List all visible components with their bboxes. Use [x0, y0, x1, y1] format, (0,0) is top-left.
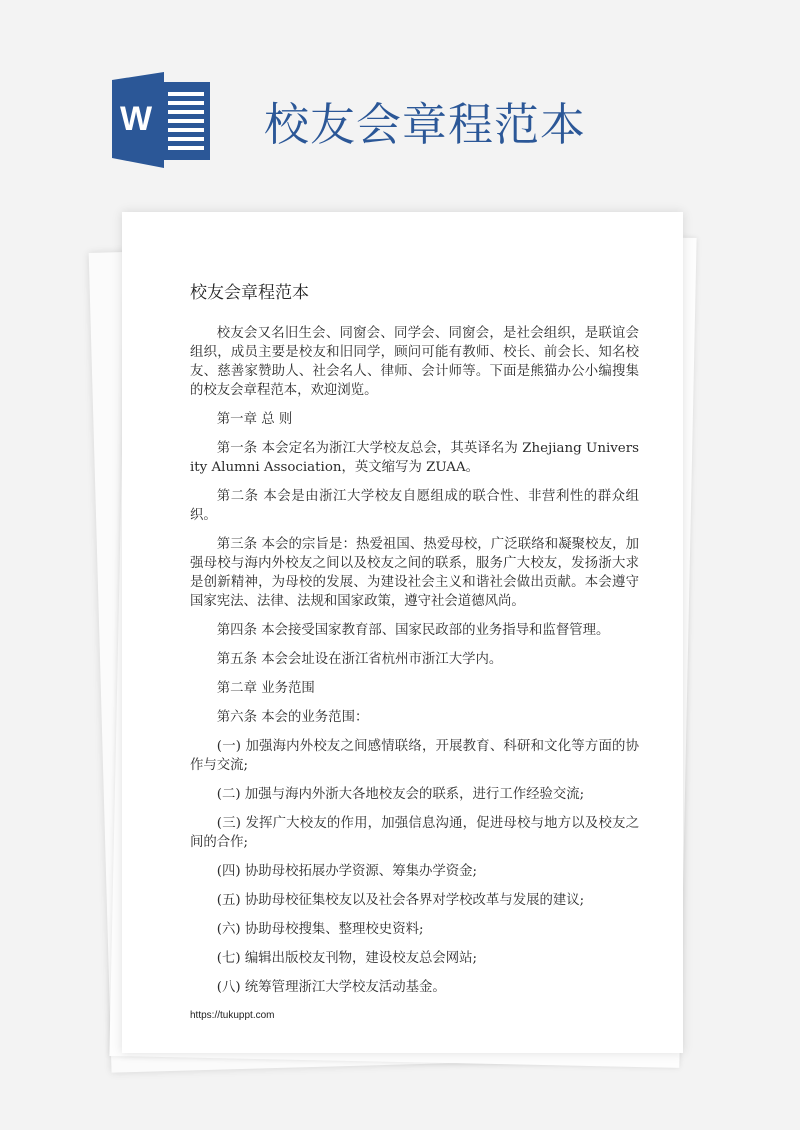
chapter-heading: 第一章 总 则 [216, 412, 293, 427]
word-document-icon [112, 72, 214, 168]
document-title: 校友会章程范本 [190, 283, 309, 303]
document-body [190, 282, 639, 997]
chapter-heading: 第二章 业务范围 [216, 681, 315, 696]
list-item: (一) 加强海内外校友之间感情联络，开展教育、科研和文化等方面的协作与交流; [190, 739, 639, 773]
list-item: (四) 协助母校拓展办学资源、筹集办学资金; [216, 864, 478, 879]
list-item: (三) 发挥广大校友的作用，加强信息沟通，促进母校与地方以及校友之间的合作; [190, 816, 639, 850]
article-paragraph: 第六条 本会的业务范围： [216, 710, 369, 725]
list-item: (七) 编辑出版校友刊物，建设校友总会网站; [216, 951, 478, 966]
footer-url[interactable]: https://tukuppt.com [190, 1010, 275, 1021]
article-paragraph: 第二条 本会是由浙江大学校友自愿组成的联合性、非营利性的群众组织。 [190, 489, 639, 523]
document-page [122, 212, 683, 1053]
article-paragraph: 第三条 本会的宗旨是：热爱祖国、热爱母校，广泛联络和凝聚校友，加强母校与海内外校友之间以及校友之间的联系，服务广大校友，发扬浙大求是创新精神，为母校的发展、为建设社会主义和谐社会做出贡献。本会遵守国家宪法、法律、法规和国家政策，遵守社会道德风尚。 [190, 537, 639, 609]
list-item: (六) 协助母校搜集、整理校史资料; [216, 922, 424, 937]
list-item: (五) 协助母校征集校友以及社会各界对学校改革与发展的建议; [216, 893, 585, 908]
article-paragraph: 第四条 本会接受国家教育部、国家民政部的业务指导和监督管理。 [216, 623, 610, 638]
list-item: (八) 统筹管理浙江大学校友活动基金。 [216, 980, 446, 995]
article-paragraph: 第一条 本会定名为浙江大学校友总会，其英译名为 Zhejiang University Alumni Association，英文缩写为 ZUAA。 [190, 441, 639, 475]
article-paragraph: 第五条 本会会址设在浙江省杭州市浙江大学内。 [216, 652, 503, 667]
intro-paragraph: 校友会又名旧生会、同窗会、同学会、同窗会，是社会组织，是联谊会组织，成员主要是校友和旧同学，顾问可能有教师、校长、前会长、知名校友、慈善家赞助人、社会名人、律师、会计师等。下面是熊猫办公小编搜集的校友会章程范本，欢迎浏览。 [190, 326, 639, 398]
header-title: 校友会章程范本 [264, 98, 587, 151]
word-icon-letter: W [119, 100, 153, 138]
list-item: (二) 加强与海内外浙大各地校友会的联系，进行工作经验交流; [216, 787, 585, 802]
